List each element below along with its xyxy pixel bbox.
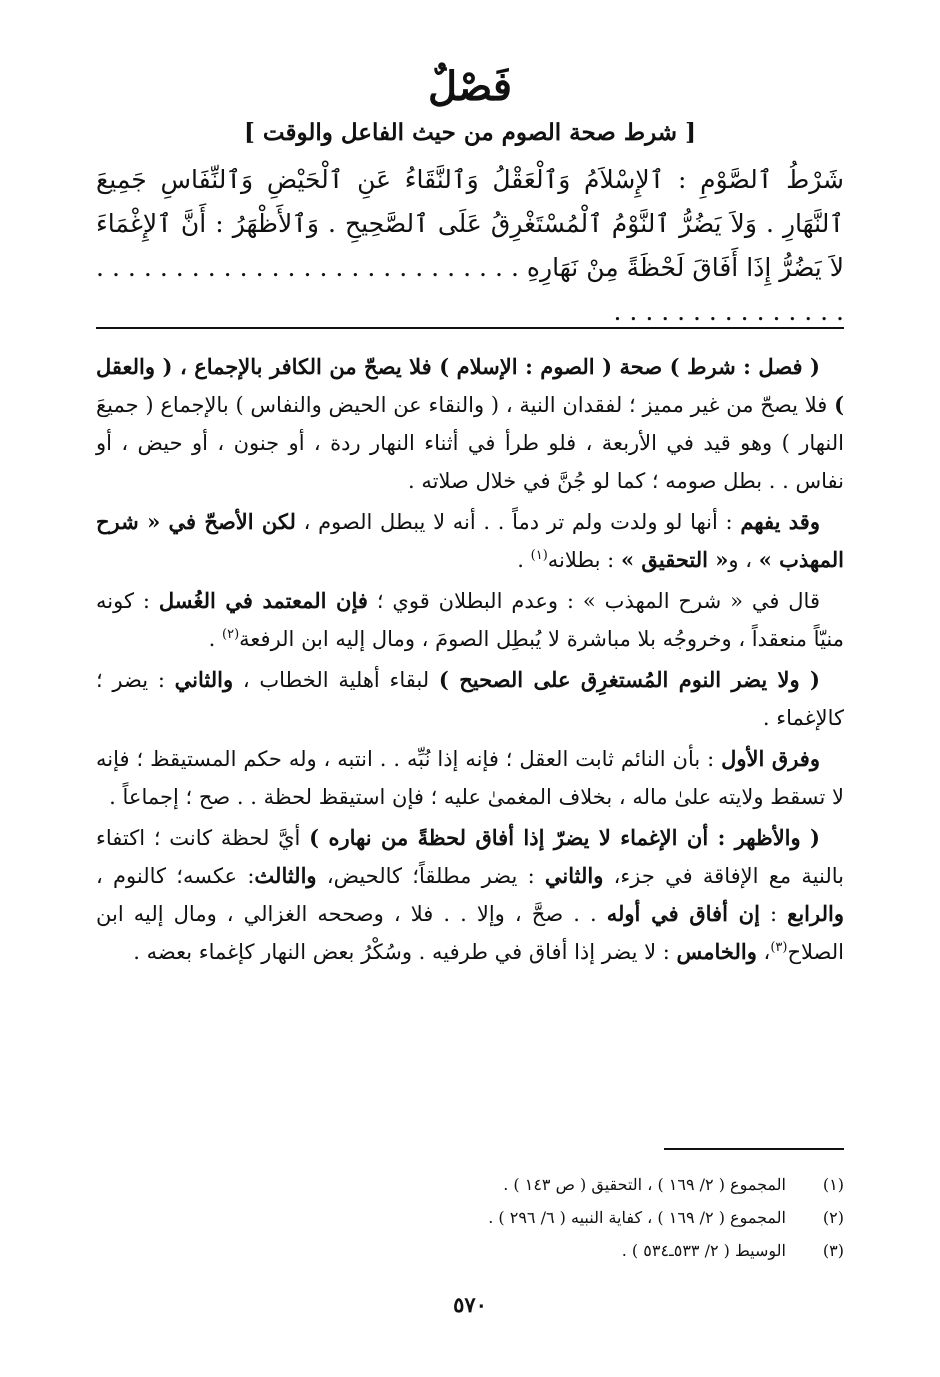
- text-run: . . صحَّ ، وإلا . . فلا ، وصححه الغزالي ، ومال إليه ابن الصلاح: [96, 902, 844, 964]
- text-run: .: [208, 627, 222, 651]
- commentary-paragraph-1: [96, 348, 844, 500]
- text-run: : كونه منيّاً منعقداً ، وخروجُه بلا مباشرة لا يُبطِل الصومَ ، ومال إليه ابن الرفعة: [96, 589, 844, 651]
- footnote-2: [96, 1201, 844, 1234]
- bold-run: لكن الأصحّ في « شرح المهذب »: [96, 509, 844, 572]
- footnote-ref-1[interactable]: (١): [530, 548, 548, 563]
- commentary: [96, 348, 844, 974]
- text-run: ،: [756, 940, 771, 964]
- text-run: فلا يصحّ من غير مميز ؛ لفقدان النية ، ( والنقاء عن الحيض والنفاس ) بالإجماع ( جميعَ النهار ) وهو قيد في الأربعة ، فلو طرأ في أثناء النهار ردة ، أو جنون ، أو حيض ، أو نفاس . . بطل صومه ؛ كما لو جُنَّ في خلال صلاته .: [96, 393, 844, 493]
- footnote-number: (٢): [822, 1208, 844, 1227]
- bold-run: « التحقيق »: [620, 547, 729, 572]
- bold-run: إن أفاق في أوله: [606, 901, 760, 926]
- bold-run: والثالث: [254, 863, 317, 888]
- footnote-text: المجموع ( ٢/ ١٦٩ ) ، التحقيق ( ص ١٤٣ ) .: [503, 1175, 786, 1194]
- footnote-ref-2[interactable]: (٢): [222, 627, 240, 642]
- commentary-paragraph-3: [96, 582, 844, 658]
- commentary-paragraph-5: [96, 740, 844, 816]
- text-run: :: [759, 902, 788, 926]
- section-subtitle: [ شرط صحة الصوم من حيث الفاعل والوقت ]: [244, 119, 696, 146]
- commentary-paragraph-2: [96, 503, 844, 579]
- bold-run: وفرق الأول: [721, 746, 820, 771]
- text-run: : لا يضر إذا أفاق في طرفيه . وسُكْرُ بعض النهار كإغماء بعضه .: [133, 940, 677, 964]
- footnote-1: [96, 1168, 844, 1201]
- footnote-ref-3[interactable]: (٣): [770, 940, 788, 955]
- text-run: أيَّ لحظة كانت ؛ اكتفاء بالنية مع الإفاقة في جزء،: [96, 826, 844, 888]
- text-run: : يضر مطلقاً؛ كالحيض،: [316, 864, 545, 888]
- footnotes: [96, 1168, 844, 1267]
- bold-run: فإن المعتمد في الغُسل: [158, 588, 368, 613]
- footnote-number: (١): [822, 1175, 844, 1194]
- text-run: : بطلانه: [547, 548, 621, 572]
- text-run: قال في « شرح المهذب » : وعدم البطلان قوي ؛: [367, 589, 820, 613]
- footnote-separator: [664, 1148, 844, 1150]
- text-run: : عكسه؛ كالنوم ،: [96, 864, 255, 888]
- matn-text: [96, 158, 844, 334]
- text-run: : بأن النائم ثابت العقل ؛ فإنه إذا نُبِّه . . انتبه ، وله حكم المستيقظ ؛ فإنه لا تسقط ولايته علىٰ ماله ، بخلاف المغمىٰ عليه ؛ فإن استيقظ لحظة . . صح ؛ إجماعاً .: [96, 747, 844, 809]
- footnote-number: (٣): [822, 1241, 844, 1260]
- bold-run: ( والعقل ): [96, 354, 844, 417]
- text-run: : أنها لو ولدت ولم تر دماً . . أنه لا يبطل الصوم ،: [295, 510, 741, 534]
- footnote-3: [96, 1234, 844, 1267]
- text-run: ، و: [728, 548, 759, 572]
- bold-run: والخامس: [676, 939, 757, 964]
- page-number: ٥٧٠: [453, 1292, 487, 1317]
- footnote-text: الوسيط ( ٢/ ٥٣٣ـ٥٣٤ ) .: [621, 1241, 786, 1260]
- bold-run: والرابع: [787, 901, 844, 926]
- text-run: : يضر ؛ كالإغماء .: [96, 668, 844, 730]
- separator-line: [96, 327, 844, 329]
- bold-run: والثاني: [544, 863, 604, 888]
- text-run: .: [517, 548, 531, 572]
- text-run: ( فصل : شرط ) صحة ( الصوم : الإسلام ) فلا يصحّ من الكافر بالإجماع ،: [172, 354, 820, 379]
- matn-paragraph: شَرْطُ ٱلصَّوْمِ : ٱلإِسْلاَمُ وَٱلْعَقْلُ وَٱلنَّقَاءُ عَنِ ٱلْحَيْضِ وَٱلنِّفَاسِ جَمِيعَ ٱلنَّهَارِ . وَلاَ يَضُرُّ ٱلنَّوْمُ ٱلْمُسْتَغْرِقُ عَلَى ٱلصَّحِيحِ . وَٱلأَظْهَرُ : أَنَّ ٱلإِغْمَاءَ لاَ يَضُرُّ إِذَا أَفَاقَ لَحْظَةً مِنْ نَهَارِهِ . . . . . . . . . . . . . . . . . . . . . . . . . . . . . . . . . . . . . . . . . .: [96, 165, 844, 326]
- commentary-paragraph-6: [96, 819, 844, 971]
- chapter-ornament: فَصْلٌ: [427, 63, 513, 110]
- footnote-text: المجموع ( ٢/ ١٦٩ ) ، كفاية النبيه ( ٦/ ٢٩٦ ) .: [488, 1208, 786, 1227]
- commentary-paragraph-4: [96, 661, 844, 737]
- bold-run: ( والأظهر : أن الإغماء لا يضرّ إذا أفاق لحظةً من نهاره ): [309, 825, 820, 850]
- bold-run: وقد يفهم: [740, 509, 820, 534]
- text-run: لبقاء أهلية الخطاب ،: [233, 668, 439, 692]
- bold-run: ( ولا يضر النوم المُستغرِق على الصحيح ): [438, 667, 820, 692]
- bold-run: والثاني: [174, 667, 234, 692]
